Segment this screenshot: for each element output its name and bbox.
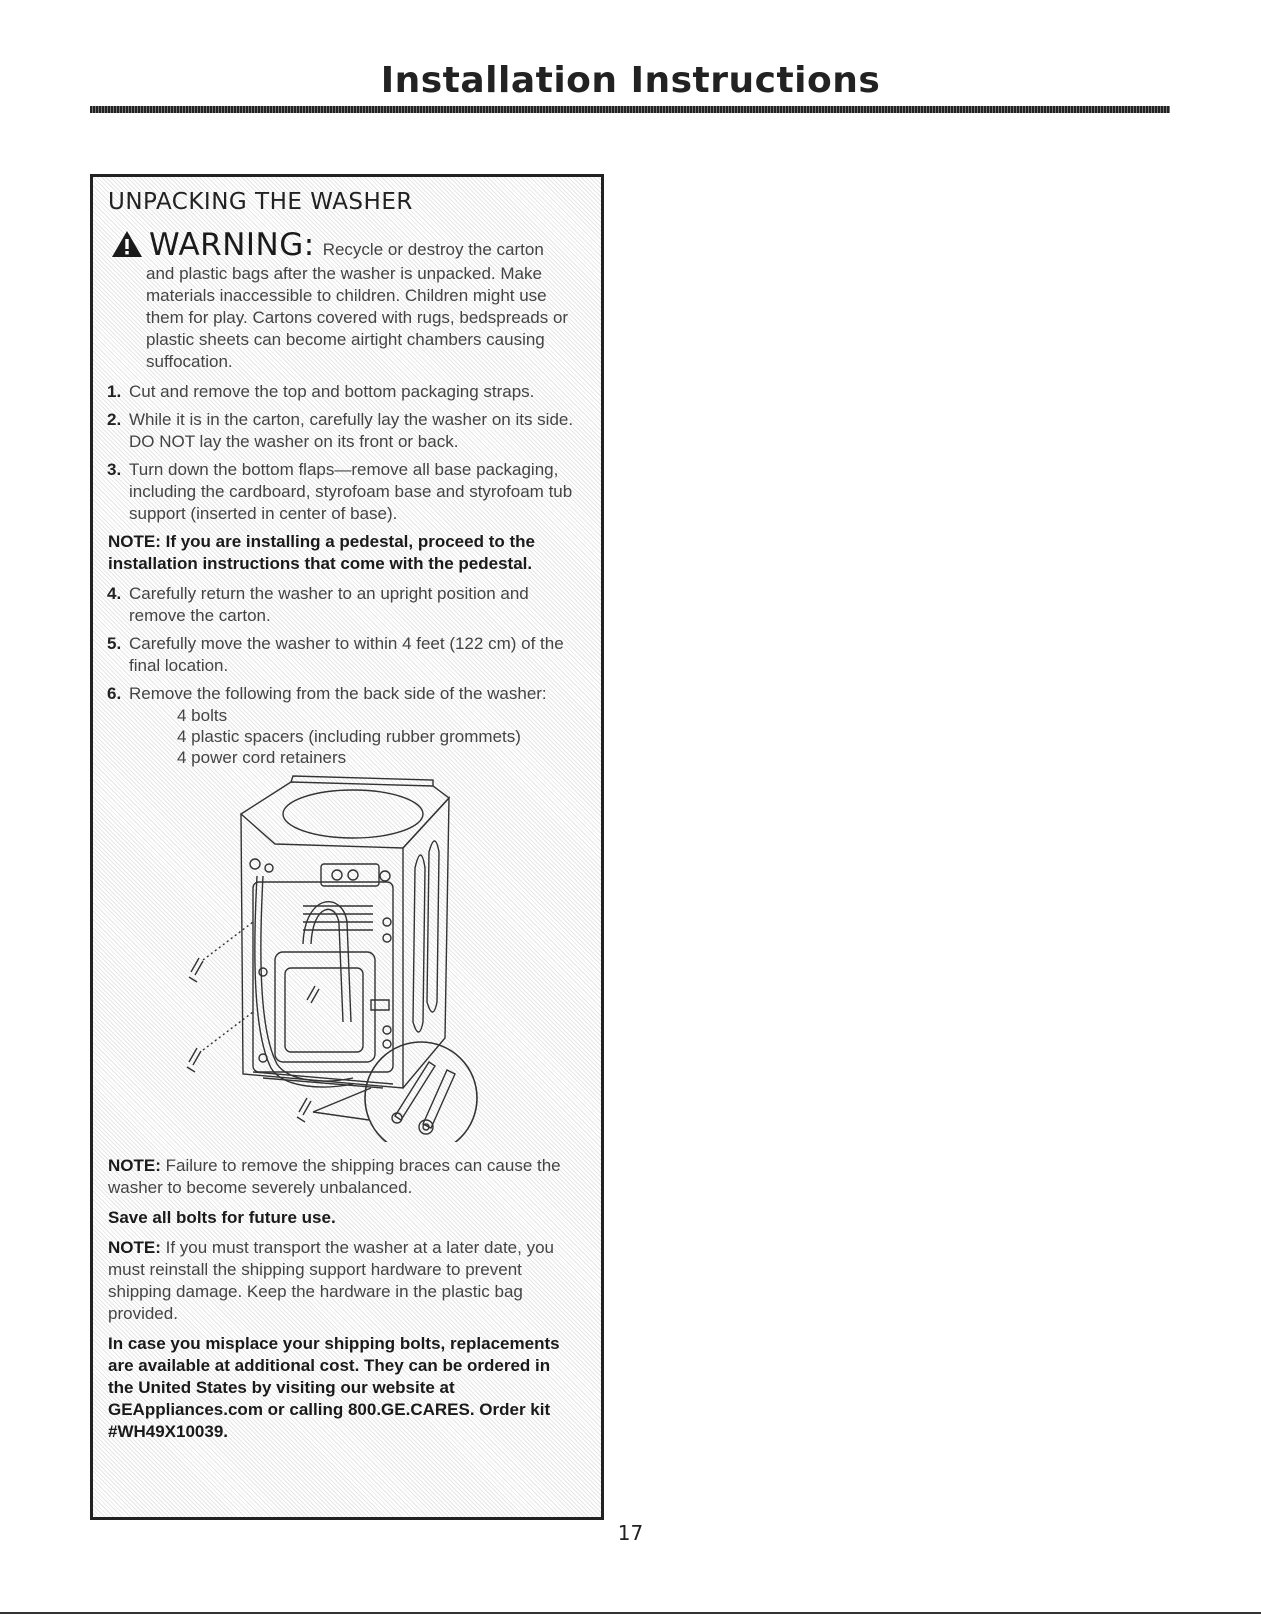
step-item (103, 409, 591, 453)
step-number: 3. (107, 460, 122, 479)
replacement-info: In case you misplace your shipping bolts, replacements are available at additional cost. They can be ordered in the United States by visiting our website at GEAppliances.com or calling 800.GE.CARES. Order kit #WH49X10039. (108, 1334, 560, 1441)
step-item (103, 459, 591, 525)
remove-item: 4 bolts (177, 706, 228, 725)
warning-text: and plastic bags after the washer is unpacked. Make materials inaccessible to children. Children might use them for play. Cartons covered with rugs, bedspreads or plastic sheets can become airtight chambers causing suffocation. (146, 264, 569, 371)
unpacking-panel (90, 174, 604, 1520)
steps-part-1 (103, 381, 591, 525)
step-text: Remove the following from the back side of the washer: (129, 684, 547, 703)
transport-note (108, 1237, 580, 1325)
warning-block (103, 227, 591, 373)
remove-items-list (177, 705, 591, 768)
step-item (103, 683, 591, 705)
braces-note (108, 1155, 580, 1199)
step-number: 2. (107, 410, 122, 429)
note-label: NOTE: (108, 1156, 161, 1175)
step-number: 6. (107, 684, 122, 703)
washer-back-illustration (103, 772, 597, 1142)
step-item (103, 583, 591, 627)
title-rule (90, 106, 1170, 113)
page-number: 17 (617, 1521, 644, 1545)
note-text: If you must transport the washer at a later date, you must reinstall the shipping support hardware to prevent shipping damage. Keep the hardware in the plastic bag provided. (108, 1238, 554, 1323)
note-label: NOTE: (108, 1238, 161, 1257)
bottom-rule (0, 1612, 1261, 1614)
warning-icon (111, 230, 143, 258)
warning-text-first: Recycle or destroy the carton (322, 240, 544, 259)
note-text: Failure to remove the shipping braces can cause the washer to become severely unbalanced. (108, 1156, 561, 1197)
step-number: 4. (107, 584, 122, 603)
step-item (103, 381, 591, 403)
steps-part-2 (103, 583, 591, 705)
remove-item: 4 power cord retainers (177, 748, 347, 767)
step-item (103, 633, 591, 677)
section-title: UNPACKING THE WASHER (108, 189, 413, 215)
warning-label: WARNING: (149, 227, 315, 263)
step-text: Carefully move the washer to within 4 feet (122 cm) of the final location. (129, 634, 564, 675)
step-text: Turn down the bottom flaps—remove all base packaging, including the cardboard, styrofoam base and styrofoam tub support (inserted in center of base). (129, 460, 573, 523)
step-number: 5. (107, 634, 122, 653)
step-text: Cut and remove the top and bottom packaging straps. (129, 382, 535, 401)
page-title: Installation Instructions (380, 60, 881, 101)
step-number: 1. (107, 382, 122, 401)
step-text: While it is in the carton, carefully lay the washer on its side. DO NOT lay the washer on its front or back. (129, 410, 574, 451)
pedestal-note: NOTE: If you are installing a pedestal, proceed to the installation instructions that come with the pedestal. (108, 532, 535, 573)
save-bolts-note: Save all bolts for future use. (108, 1208, 336, 1227)
step-text: Carefully return the washer to an upright position and remove the carton. (129, 584, 529, 625)
remove-item: 4 plastic spacers (including rubber grommets) (177, 727, 521, 746)
